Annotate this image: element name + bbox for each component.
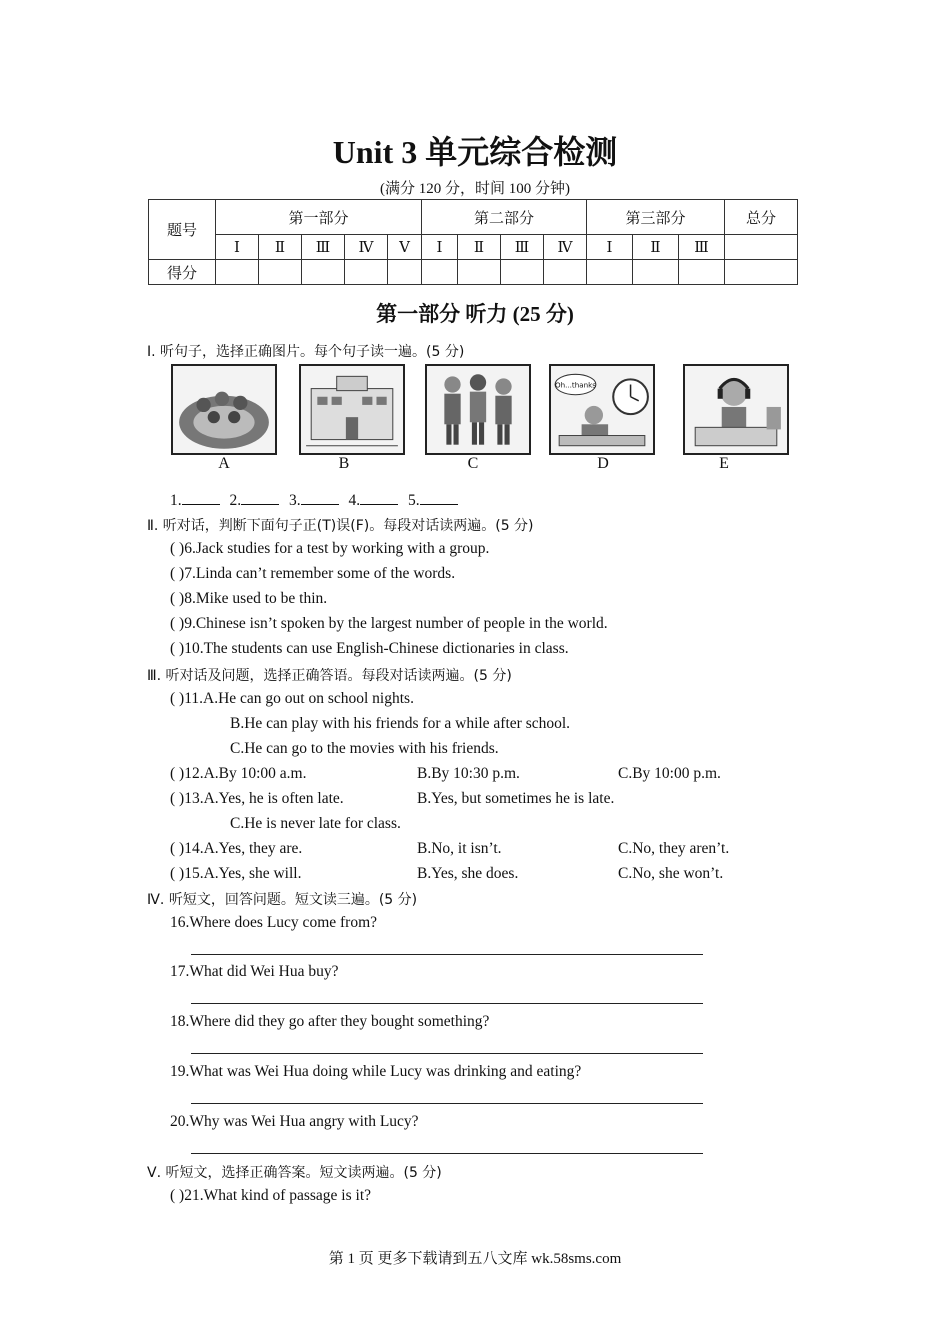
score-table-part3: 第三部分	[587, 200, 725, 235]
question-16: 16.Where does Lucy come from?	[170, 914, 378, 931]
score-cell[interactable]	[725, 260, 798, 285]
answer-blank-5[interactable]	[420, 490, 458, 505]
blank-label: 1.	[170, 492, 182, 509]
picture-a	[171, 364, 277, 455]
subtitle: (满分 120 分，时间 100 分钟)	[380, 181, 570, 197]
score-table-part1: 第一部分	[216, 200, 422, 235]
blank-label: 4.	[348, 492, 361, 509]
picture-label-c: C	[467, 455, 479, 472]
answer-blank-1[interactable]	[182, 490, 220, 505]
question-15-option-a: ( )15.A.Yes, she will.	[170, 865, 302, 882]
score-cell[interactable]	[458, 260, 501, 285]
answer-line-19[interactable]	[191, 1103, 703, 1104]
score-table-total: 总分	[725, 200, 798, 235]
score-cell[interactable]	[216, 260, 259, 285]
question-14-option-b: B.No, it isn’t.	[417, 840, 502, 857]
score-table-sub: Ⅱ	[259, 235, 302, 260]
question-13-option-b: B.Yes, but sometimes he is late.	[417, 790, 615, 807]
picture-c	[425, 364, 531, 455]
score-table-row-label: 得分	[149, 260, 216, 285]
question-11-option-c: C.He can go to the movies with his friends.	[230, 740, 499, 757]
answer-blank-4[interactable]	[360, 490, 398, 505]
picture-label-d: D	[597, 455, 609, 472]
section3-heading: Ⅲ. 听对话及问题，选择正确答语。每段对话读两遍。(5 分)	[147, 668, 512, 684]
part1-title: 第一部分 听力 (25 分)	[376, 302, 574, 326]
question-12-option-c: C.By 10:00 p.m.	[618, 765, 721, 782]
score-cell[interactable]	[501, 260, 544, 285]
picture-e	[683, 364, 789, 455]
score-table-sub: Ⅰ	[216, 235, 259, 260]
answer-line-17[interactable]	[191, 1003, 703, 1004]
score-table-sub: Ⅱ	[458, 235, 501, 260]
question-7: ( )7.Linda can’t remember some of the words.	[170, 565, 456, 582]
question-14-option-a: ( )14.A.Yes, they are.	[170, 840, 303, 857]
section4-heading: Ⅳ. 听短文，回答问题。短文读三遍。(5 分)	[147, 892, 418, 908]
three-students-image	[427, 366, 529, 453]
score-cell[interactable]	[259, 260, 302, 285]
question-20: 20.Why was Wei Hua angry with Lucy?	[170, 1113, 419, 1130]
page-footer: 第 1 页 更多下载请到五八文库 wk.58sms.com	[328, 1251, 622, 1267]
picture-b	[299, 364, 405, 455]
score-cell[interactable]	[422, 260, 458, 285]
question-13-option-a: ( )13.A.Yes, he is often late.	[170, 790, 344, 807]
question-21: ( )21.What kind of passage is it?	[170, 1187, 372, 1204]
question-11: ( )11.A.He can go out on school nights.	[170, 690, 414, 707]
question-9: ( )9.Chinese isn’t spoken by the largest number of people in the world.	[170, 615, 608, 632]
answer-line-16[interactable]	[191, 954, 703, 955]
answer-line-20[interactable]	[191, 1153, 703, 1154]
score-table-sub: Ⅱ	[633, 235, 679, 260]
amusement-ride-image	[173, 366, 275, 453]
blank-label: 2.	[229, 492, 242, 509]
score-cell[interactable]	[544, 260, 587, 285]
answer-blanks	[170, 490, 464, 510]
score-table-row-label: 题号	[149, 200, 216, 260]
score-table-sub: Ⅲ	[302, 235, 345, 260]
question-12-option-b: B.By 10:30 p.m.	[417, 765, 520, 782]
score-cell[interactable]	[345, 260, 388, 285]
answer-line-18[interactable]	[191, 1053, 703, 1054]
question-19: 19.What was Wei Hua doing while Lucy was drinking and eating?	[170, 1063, 582, 1080]
question-6: ( )6.Jack studies for a test by working with a group.	[170, 540, 490, 557]
score-table-sub: Ⅳ	[544, 235, 587, 260]
section1-heading: Ⅰ. 听句子，选择正确图片。每个句子读一遍。(5 分)	[147, 344, 465, 360]
question-13-option-c: C.He is never late for class.	[230, 815, 401, 832]
blank-label: 5.	[408, 492, 420, 509]
score-table-sub: Ⅳ	[345, 235, 388, 260]
question-12-option-a: ( )12.A.By 10:00 a.m.	[170, 765, 307, 782]
answer-blank-2[interactable]	[241, 490, 279, 505]
score-table-sub: Ⅰ	[587, 235, 633, 260]
page-title: Unit 3 单元综合检测	[332, 134, 618, 170]
score-table-part2: 第二部分	[422, 200, 587, 235]
question-10: ( )10.The students can use English-Chinese dictionaries in class.	[170, 640, 569, 657]
score-table-sub: Ⅰ	[422, 235, 458, 260]
score-table-sub: Ⅲ	[501, 235, 544, 260]
score-cell[interactable]	[302, 260, 345, 285]
question-11-option-b: B.He can play with his friends for a while after school.	[230, 715, 571, 732]
score-cell[interactable]	[679, 260, 725, 285]
picture-label-a: A	[218, 455, 230, 472]
blank-label: 3.	[289, 492, 301, 509]
score-cell[interactable]	[388, 260, 422, 285]
question-18: 18.Where did they go after they bought something?	[170, 1013, 490, 1030]
picture-label-e: E	[719, 455, 729, 472]
picture-label-b: B	[338, 455, 350, 472]
score-table-sub: Ⅲ	[679, 235, 725, 260]
section2-heading: Ⅱ. 听对话，判断下面句子正(T)误(F)。每段对话读两遍。(5 分)	[147, 518, 534, 534]
picture-d	[549, 364, 655, 455]
score-table-sub: Ⅴ	[388, 235, 422, 260]
question-15-option-c: C.No, she won’t.	[618, 865, 724, 882]
boy-and-clock-image	[551, 366, 653, 453]
score-table-cell[interactable]	[725, 235, 798, 260]
answer-blank-3[interactable]	[301, 490, 339, 505]
speech-bubble-text: Oh...thanks	[555, 380, 596, 390]
score-table	[148, 199, 798, 285]
question-17: 17.What did Wei Hua buy?	[170, 963, 339, 980]
girl-with-headphones-image	[685, 366, 787, 453]
section5-heading: Ⅴ. 听短文，选择正确答案。短文读两遍。(5 分)	[147, 1165, 442, 1181]
score-cell[interactable]	[633, 260, 679, 285]
question-14-option-c: C.No, they aren’t.	[618, 840, 730, 857]
school-building-image	[301, 366, 403, 453]
question-15-option-b: B.Yes, she does.	[417, 865, 519, 882]
score-cell[interactable]	[587, 260, 633, 285]
question-8: ( )8.Mike used to be thin.	[170, 590, 328, 607]
